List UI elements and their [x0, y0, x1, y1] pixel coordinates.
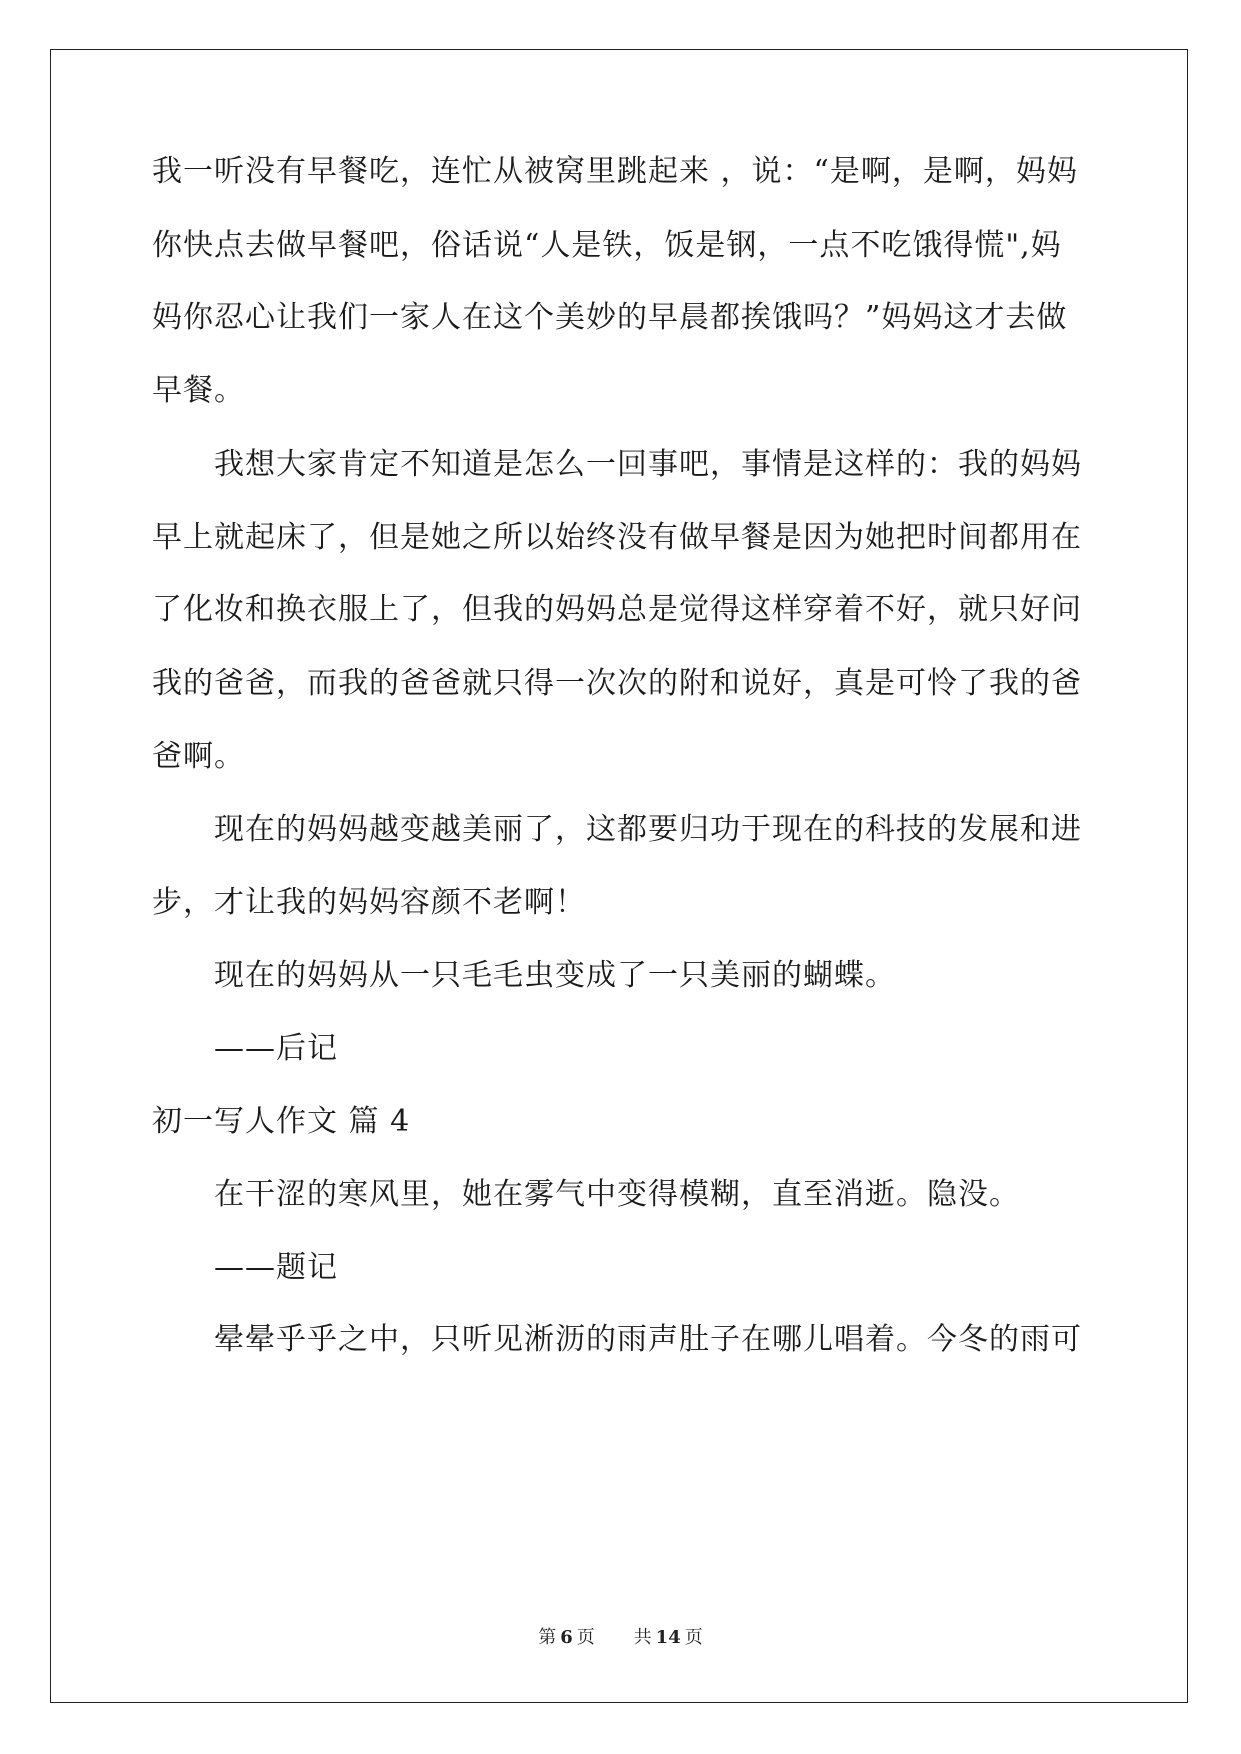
text-line: 我一听没有早餐吃，连忙从被窝里跳起来 ，说：“是啊，是啊，妈妈	[152, 154, 1078, 189]
text-line: 现在的妈妈从一只毛毛虫变成了一只美丽的蝴蝶。	[214, 958, 896, 993]
text-line: 你快点去做早餐吧，俗话说“人是铁，饭是钢，一点不吃饿得慌",妈	[152, 228, 1062, 263]
text-line: 在干涩的寒风里，她在雾气中变得模糊，直至消逝。隐没。	[214, 1177, 1020, 1212]
text-line: 妈你忍心让我们一家人在这个美妙的早晨都挨饿吗？”妈妈这才去做	[152, 300, 1068, 335]
text-line: 早上就起床了，但是她之所以始终没有做早餐是因为她把时间都用在	[152, 520, 1082, 555]
afterword-line: ——后记	[214, 1031, 338, 1066]
text-line: 早餐。	[152, 373, 245, 408]
page-footer	[0, 1626, 1241, 1650]
section-heading: 初一写人作文 篇 4	[152, 1104, 411, 1139]
total-pages-indicator: 共 14 页	[633, 1627, 703, 1648]
text-line: 步，才让我的妈妈容颜不老啊！	[152, 885, 586, 920]
total-pages: 14	[655, 1627, 681, 1648]
text-line: 了化妆和换衣服上了，但我的妈妈总是觉得这样穿着不好，就只好问	[152, 592, 1082, 627]
text-line: 晕晕乎乎之中，只听见淅沥的雨声肚子在哪儿唱着。今冬的雨可	[214, 1322, 1082, 1357]
text-line: 现在的妈妈越变越美丽了，这都要归功于现在的科技的发展和进	[214, 812, 1082, 847]
text-line: 爸啊。	[152, 739, 245, 774]
page-number: 6	[560, 1627, 573, 1648]
text-line: 我想大家肯定不知道是怎么一回事吧，事情是这样的：我的妈妈	[214, 447, 1082, 482]
text-line: 我的爸爸，而我的爸爸就只得一次次的附和说好，真是可怜了我的爸	[152, 666, 1082, 701]
epigraph-line: ——题记	[214, 1250, 338, 1285]
page-indicator: 第 6 页	[538, 1627, 595, 1648]
